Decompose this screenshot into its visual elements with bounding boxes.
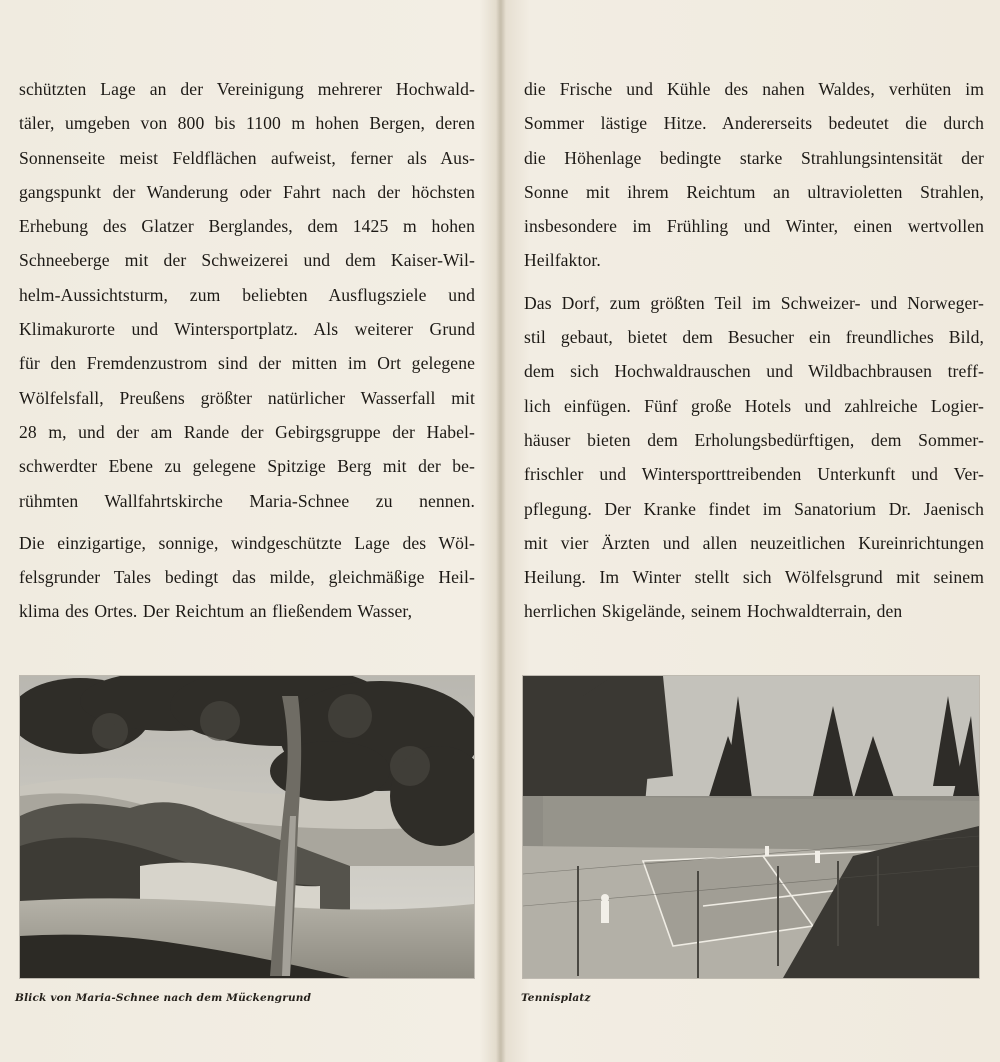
right-photo-caption: Tennisplatz	[521, 992, 591, 1004]
text-line: Sommer lästige Hitze. Andererseits bedeutet die durch	[524, 113, 984, 134]
text-line: insbesondere im Frühling und Winter, einen wertvollen	[524, 216, 984, 237]
text-line: klima des Ortes. Der Reichtum an fließendem Wasser,	[19, 601, 413, 622]
right-page	[503, 0, 1000, 1062]
text-line: häuser bieten dem Erholungsbedürftigen, dem Sommer-	[524, 429, 984, 450]
left-page-text	[19, 72, 475, 637]
text-line: schwerdter Ebene zu gelegene Spitzige Berg mit der be-	[19, 456, 475, 477]
text-line: Sonnenseite meist Feldflächen aufweist, ferner als Aus-	[19, 147, 475, 168]
text-line: Heilfaktor.	[524, 250, 601, 271]
text-line: für den Fremdenzustrom sind der mitten im Ort gelegene	[19, 353, 475, 374]
text-line: schützten Lage an der Vereinigung mehrerer Hochwald-	[19, 79, 475, 99]
right-paragraph-2	[524, 286, 984, 629]
text-line: rühmten Wallfahrtskirche Maria-Schnee zu nennen.	[19, 490, 475, 511]
text-line: pflegung. Der Kranke findet im Sanatorium Dr. Jaenisch	[524, 498, 984, 519]
left-paragraph-2	[19, 526, 475, 629]
text-line: die Frische und Kühle des nahen Waldes, verhüten im	[524, 79, 984, 99]
text-line: herrlichen Skigelände, seinem Hochwaldterrain, den	[524, 601, 903, 622]
text-line: mit vier Ärzten und allen neuzeitlichen Kureinrichtungen	[524, 532, 984, 553]
text-line: gangspunkt der Wanderung oder Fahrt nach der höchsten	[19, 181, 475, 202]
tennis-court-photo-image	[523, 676, 979, 978]
text-line: helm-Aussichtsturm, zum beliebten Ausflugsziele und	[19, 284, 475, 305]
text-line: Heilung. Im Winter stellt sich Wölfelsgrund mit seinem	[524, 567, 984, 588]
right-page-text	[524, 72, 984, 637]
text-line: frischler und Wintersporttreibenden Unterkunft und Ver-	[524, 464, 984, 485]
text-line: dem sich Hochwaldrauschen und Wildbachbrausen treff-	[524, 361, 984, 382]
left-photo-caption: Blick von Maria-Schnee nach dem Mückengrund	[15, 992, 312, 1004]
photo-tennis-court	[523, 676, 979, 978]
text-line: Sonne mit ihrem Reichtum an ultravioletten Strahlen,	[524, 181, 984, 202]
text-line: felsgrunder Tales bedingt das milde, gleichmäßige Heil-	[19, 567, 475, 588]
photo-landscape-view	[20, 676, 474, 978]
text-line: 28 m, und der am Rande der Gebirgsgruppe der Habel-	[19, 421, 475, 442]
landscape-photo-image	[20, 676, 474, 978]
text-line: lich einfügen. Fünf große Hotels und zahlreiche Logier-	[524, 395, 984, 416]
left-paragraph-1	[19, 72, 475, 518]
text-line: Wölfelsfall, Preußens größter natürlicher Wasserfall mit	[19, 387, 475, 408]
left-page	[0, 0, 497, 1062]
text-line: stil gebaut, bietet dem Besucher ein freundliches Bild,	[524, 327, 984, 348]
text-line: täler, umgeben von 800 bis 1100 m hohen Bergen, deren	[19, 113, 475, 134]
text-line: Klimakurorte und Wintersportplatz. Als weiterer Grund	[19, 319, 475, 340]
text-line: die Höhenlage bedingte starke Strahlungsintensität der	[524, 147, 984, 168]
text-line: Das Dorf, zum größten Teil im Schweizer- und Norweger-	[524, 292, 984, 313]
text-line: Die einzigartige, sonnige, windgeschützte Lage des Wöl-	[19, 532, 475, 553]
text-line: Erhebung des Glatzer Berglandes, dem 1425 m hohen	[19, 216, 475, 237]
text-line: Schneeberge mit der Schweizerei und dem Kaiser-Wil-	[19, 250, 475, 271]
right-paragraph-1	[524, 72, 984, 278]
